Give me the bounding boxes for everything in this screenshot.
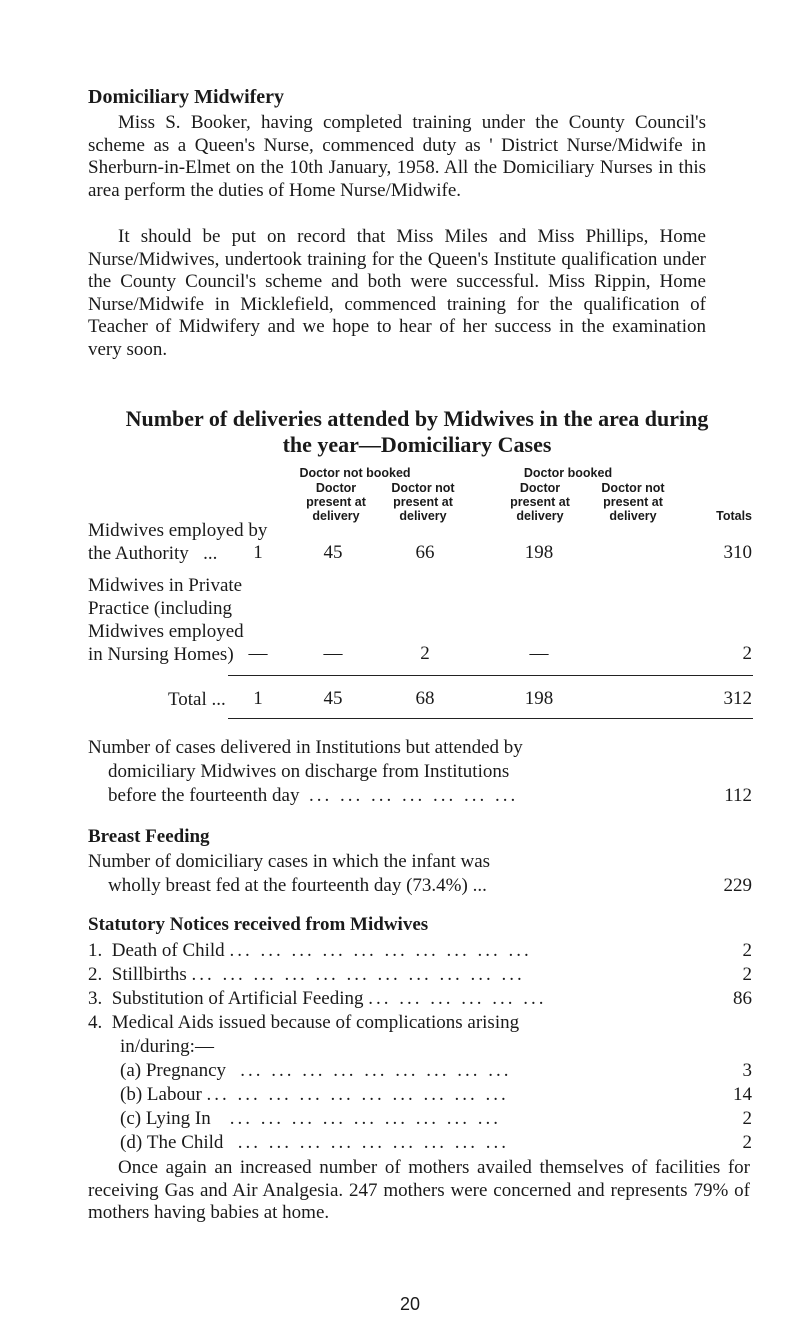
table-title <box>88 406 746 458</box>
row2-v2: — <box>323 643 343 664</box>
notice-item-4-line2: in/during:— <box>120 1036 214 1057</box>
total-v1: 1 <box>253 688 263 709</box>
notice-sub-b-letter: (b) <box>120 1084 143 1105</box>
notice-item-4 <box>88 1012 519 1034</box>
notice-item-3 <box>88 988 546 1010</box>
notice-sub-b <box>120 1084 509 1106</box>
notice-item-3-label: Substitution of Artificial Feeding <box>111 988 364 1009</box>
institutions-dots: ... ... ... ... ... ... ... <box>309 785 519 806</box>
breast-feeding-title: Breast Feeding <box>88 826 210 847</box>
institutions-line1: Number of cases delivered in Institutions but attended by <box>88 737 523 758</box>
notice-item-2-number: 2. <box>88 964 103 985</box>
institutions-line2: domiciliary Midwives on discharge from Institutions <box>108 761 510 782</box>
institutions-line3-text: before the fourteenth day <box>108 785 300 806</box>
notice-item-1 <box>88 940 532 962</box>
notice-sub-b-value: 14 <box>733 1084 752 1105</box>
row2-label-line3: Midwives employed <box>88 621 244 642</box>
paragraph-training: It should be put on record that Miss Miles and Miss Phillips, Home Nurse/Midwives, undertook training for the Queen's Institute qualification under the County Council's scheme and both were successful. Miss Rippin, Home Nurse/Midwife in Micklefield, commenced training for the qualification of Teacher of Midwifery and we hope to hear of her success in the examination very soon. <box>88 226 706 360</box>
notice-item-1-value: 2 <box>742 940 752 961</box>
notice-sub-d-label: The Child <box>146 1132 224 1153</box>
notice-item-2-value: 2 <box>742 964 752 985</box>
total-v2: 45 <box>323 688 343 709</box>
row2-label-line4: in Nursing Homes) <box>88 644 234 665</box>
table-title-line2: the year—Domiciliary Cases <box>282 432 552 457</box>
table-rule-top <box>228 675 753 676</box>
col-header-4: Doctor not present at delivery <box>601 481 665 523</box>
total-v3: 68 <box>415 688 435 709</box>
group1-label: Doctor not booked <box>299 466 411 480</box>
notice-sub-c-dots: ... ... ... ... ... ... ... ... ... <box>229 1108 502 1129</box>
notice-sub-b-dots: ... ... ... ... ... ... ... ... ... ... <box>206 1084 509 1105</box>
notice-item-1-dots: ... ... ... ... ... ... ... ... ... ... <box>229 940 532 961</box>
page-number: 20 <box>399 1294 421 1314</box>
row1-dots: ... <box>203 543 218 564</box>
group2-label: Doctor booked <box>523 466 613 480</box>
notice-sub-a-value: 3 <box>742 1060 752 1081</box>
total-v4: 198 <box>524 688 554 709</box>
total-total: 312 <box>723 688 752 709</box>
notice-sub-d-dots: ... ... ... ... ... ... ... ... ... <box>237 1132 509 1153</box>
closing-paragraph: Once again an increased number of mothers availed themselves of facilities for receiving Gas and Air Analgesia. 247 mothers were concerned and represents 79% of mothers having babies at home. <box>88 1157 750 1223</box>
col-header-totals: Totals <box>716 509 752 523</box>
notice-item-4-number: 4. <box>88 1012 103 1033</box>
row2-label-line2: Practice (including <box>88 598 233 619</box>
row1-v4: 198 <box>524 542 554 563</box>
notices-title: Statutory Notices received from Midwives <box>88 914 429 935</box>
notice-sub-b-label: Labour <box>146 1084 202 1105</box>
notice-sub-d-letter: (d) <box>120 1132 143 1153</box>
notice-item-2-label: Stillbirths <box>111 964 187 985</box>
notice-sub-a-label: Pregnancy <box>145 1060 227 1081</box>
col-header-1: Doctor present at delivery <box>306 481 366 523</box>
table-title-line1: Number of deliveries attended by Midwives in the area during <box>125 406 709 431</box>
row1-total: 310 <box>723 542 752 563</box>
notice-item-4-line1: Medical Aids issued because of complications arising <box>111 1012 520 1033</box>
notice-item-3-value: 86 <box>733 988 752 1009</box>
row2-v4: — <box>529 643 549 664</box>
notice-sub-d-value: 2 <box>742 1132 752 1153</box>
notice-sub-d <box>120 1132 509 1154</box>
total-label: Total ... <box>168 689 226 710</box>
row2-total: 2 <box>742 643 752 664</box>
notice-item-2-dots: ... ... ... ... ... ... ... ... ... ... ... <box>191 964 525 985</box>
notice-sub-a-dots: ... ... ... ... ... ... ... ... ... <box>240 1060 512 1081</box>
notice-sub-c-label: Lying In <box>145 1108 211 1129</box>
row2-label-line1: Midwives in Private <box>88 575 243 596</box>
breast-line2: wholly breast fed at the fourteenth day (73.4%) ... <box>108 875 487 896</box>
breast-line1: Number of domiciliary cases in which the infant was <box>88 851 491 872</box>
row1-label-text: the Authority <box>88 543 189 564</box>
col-header-3: Doctor present at delivery <box>510 481 570 523</box>
section-title: Domiciliary Midwifery <box>88 86 285 108</box>
notice-item-3-number: 3. <box>88 988 103 1009</box>
row2-v1: — <box>248 643 268 664</box>
notice-item-2 <box>88 964 525 986</box>
row1-label-line1: Midwives employed by <box>88 520 268 541</box>
row1-v1: 1 <box>253 542 263 563</box>
institutions-value: 112 <box>724 785 752 806</box>
institutions-line3 <box>108 785 518 807</box>
table-rule-bottom <box>228 718 753 719</box>
row2-label <box>88 574 244 666</box>
row1-v2: 45 <box>323 542 343 563</box>
paragraph-booker: Miss S. Booker, having completed training under the County Council's scheme as a Queen's Nurse, commenced duty as ' District Nurse/Midwife in Sherburn-in-Elmet on the 10th January, 1958. All the Domiciliary Nurses in this area perform the duties of Home Nurse/Midwife. <box>88 112 706 201</box>
notice-item-1-label: Death of Child <box>111 940 225 961</box>
row1-v3: 66 <box>415 542 435 563</box>
row2-v3: 2 <box>420 643 430 664</box>
breast-value: 229 <box>723 875 752 896</box>
notice-sub-c-letter: (c) <box>120 1108 142 1129</box>
notice-item-3-dots: ... ... ... ... ... ... <box>368 988 547 1009</box>
notice-item-1-number: 1. <box>88 940 103 961</box>
notice-sub-c-value: 2 <box>742 1108 752 1129</box>
notice-sub-a <box>120 1060 512 1082</box>
notice-sub-c <box>120 1108 501 1130</box>
col-header-2: Doctor not present at delivery <box>391 481 455 523</box>
notice-sub-a-letter: (a) <box>120 1060 142 1081</box>
